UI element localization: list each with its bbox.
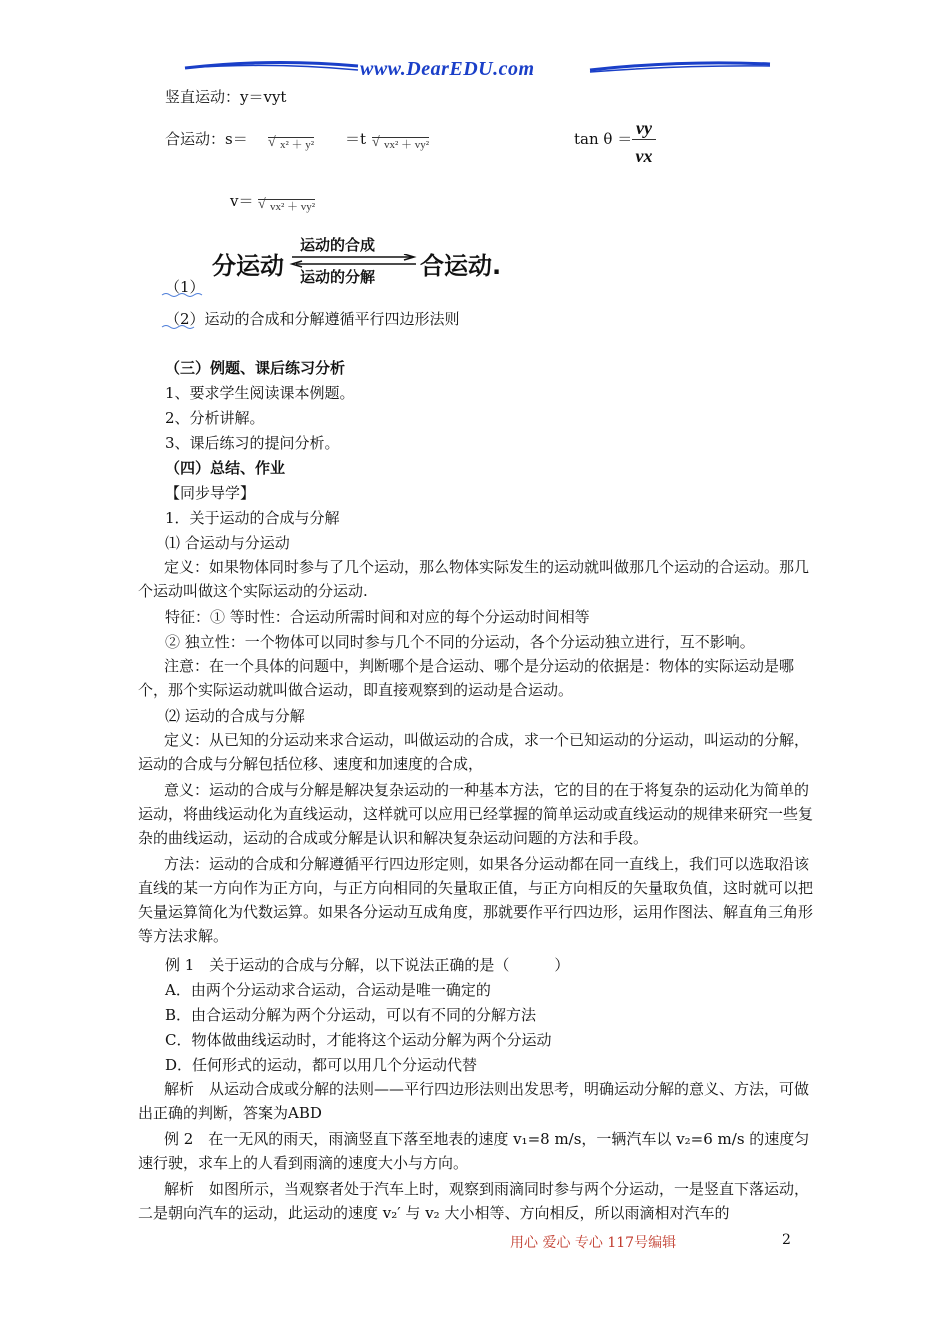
- vt-sqrt: √ vx² ＋ vy²: [372, 137, 429, 152]
- v-label: v＝: [230, 192, 254, 210]
- guide-sub-1: ⑴ 合运动与分运动: [165, 534, 290, 552]
- tan-denominator: vx: [635, 146, 653, 166]
- squiggle-underline: [160, 292, 210, 298]
- tan-numerator: vy: [632, 118, 656, 140]
- note: 注意：在一个具体的问题中，判断哪个是合运动、哪个是分运动的依据是：物体的实际运动是哪个，那个实际运动就叫做合运动，即直接观察到的运动是合运动。: [138, 657, 795, 699]
- s-sqrt: √ x² ＋ y²: [268, 137, 314, 152]
- definition-1: 定义：如果物体同时参与了几个运动，那么物体实际发生的运动就叫做那几个运动的合运动。那几个运动叫做这个实际运动的分运动.: [138, 558, 810, 600]
- example-1: 例 1 关于运动的合成与分解，以下说法正确的是（ ）: [165, 956, 570, 974]
- meaning: 意义：运动的合成与分解是解决复杂运动的一种基本方法，它的目的在于将复杂的运动化为简单的运动，将曲线运动化为直线运动，这样就可以应用已经掌握的简单运动或直线运动的规律来研究一些复杂的曲线运动，运动的合成或分解是认识和解决复杂运动问题的方法和手段。: [138, 781, 814, 847]
- item-2: （2）运动的合成和分解遵循平行四边形法则: [165, 310, 460, 328]
- diagram-resultant-motion: 合运动.: [420, 252, 502, 280]
- option-a: A．由两个分运动求合运动，合运动是唯一确定的: [165, 981, 491, 999]
- item-1: （1）: [165, 278, 205, 296]
- analysis-2: 解析 如图所示，当观察者处于汽车上时，观察到雨滴同时参与两个分运动，一是竖直下落运动，二是朝向汽车的运动，此运动的速度 v₂′ 与 v₂ 大小相等、方向相反，所以雨滴相对汽车的: [138, 1180, 810, 1222]
- definition-2: 定义：从已知的分运动来求合运动，叫做运动的合成，求一个已知运动的分运动，叫运动的分解，运动的合成与分解包括位移、速度和加速度的合成，: [138, 731, 810, 773]
- combined-label: 合运动：s＝: [165, 130, 248, 148]
- section3-title: （三）例题、课后练习分析: [165, 359, 346, 377]
- site-logo: www.DearEDU.com: [360, 58, 535, 80]
- diagram-synthesis-label: 运动的合成: [300, 236, 376, 254]
- vertical-motion-formula: 竖直运动：y＝vyt: [165, 88, 287, 106]
- diagram-decomposition-label: 运动的分解: [300, 268, 376, 286]
- feature-2: ② 独立性：一个物体可以同时参与几个不同的分运动，各个分运动独立进行，互不影响。: [165, 633, 755, 651]
- option-b: B．由合运动分解为两个分运动，可以有不同的分解方法: [165, 1006, 537, 1024]
- eq-t: ＝t: [345, 130, 367, 148]
- feature-1: 特征：① 等时性：合运动所需时间和对应的每个分运动时间相等: [165, 608, 590, 626]
- footer-text: 用心 爱心 专心 117号编辑: [510, 1235, 677, 1251]
- section3-line3: 3、课后练习的提问分析。: [165, 434, 340, 452]
- diagram-component-motion: 分运动: [212, 252, 284, 280]
- option-d: D．任何形式的运动，都可以用几个分运动代替: [165, 1056, 478, 1074]
- guide-heading-1: 1．关于运动的合成与分解: [165, 509, 340, 527]
- section4-title: （四）总结、作业: [165, 459, 286, 477]
- section3-line1: 1、要求学生阅读课本例题。: [165, 384, 355, 402]
- option-c: C．物体做曲线运动时，才能将这个运动分解为两个分运动: [165, 1031, 552, 1049]
- analysis-1: 解析 从运动合成或分解的法则——平行四边形法则出发思考，明确运动分解的意义、方法，可做出正确的判断，答案为ABD: [138, 1080, 810, 1122]
- squiggle-underline-2: [160, 324, 200, 330]
- guide-sub-2: ⑵ 运动的合成与分解: [165, 707, 305, 725]
- v-sqrt: √ vx² ＋ vy²: [258, 199, 315, 214]
- section3-line2: 2、分析讲解。: [165, 409, 265, 427]
- page-number: 2: [782, 1232, 791, 1248]
- example-2: 例 2 在一无风的雨天，雨滴竖直下落至地表的速度 v₁=8 m/s，一辆汽车以 v₂=6 m/s 的速度匀速行驶，求车上的人看到雨滴的速度大小与方向。: [138, 1130, 810, 1172]
- tan-label: tan θ ＝: [574, 130, 633, 148]
- guide-title: 【同步导学】: [165, 484, 256, 502]
- method: 方法：运动的合成和分解遵循平行四边形定则，如果各分运动都在同一直线上，我们可以选取沿该直线的某一方向作为正方向，与正方向相同的矢量取正值，与正方向相反的矢量取负值，这时就可以把矢量运算简化为代数运算。如果各分运动互成角度，那就要作平行四边形，运用作图法、解直角三角形等方法求解。: [138, 855, 814, 945]
